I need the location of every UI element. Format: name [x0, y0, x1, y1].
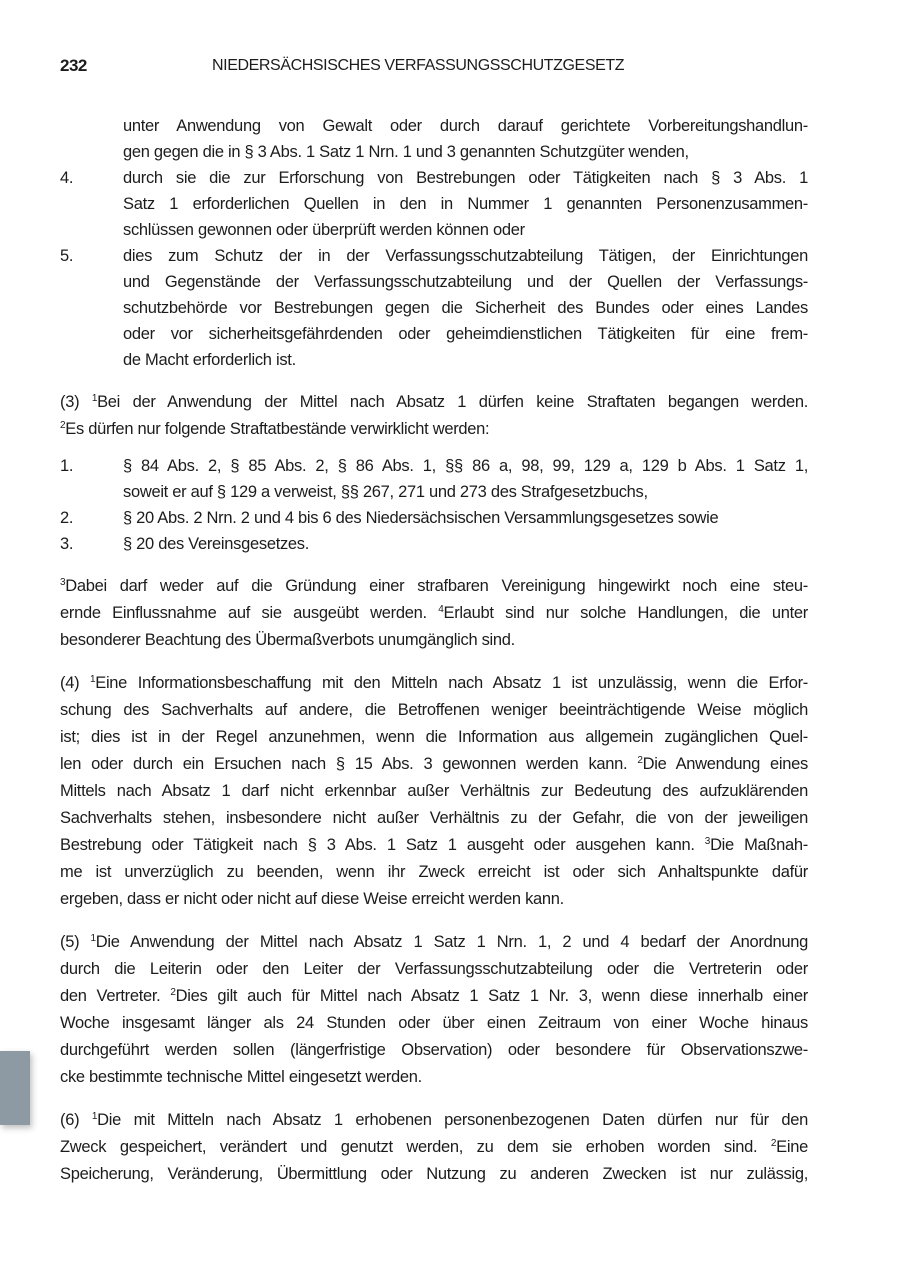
text-segment: Die Anwendung eines: [642, 755, 808, 773]
list-item: [60, 243, 808, 373]
page-number: 232: [60, 56, 87, 75]
running-title: NIEDERSÄCHSISCHES VERFASSUNGSSCHUTZGESETZ: [212, 57, 625, 74]
text-line: [123, 453, 808, 479]
text-segment: durchgeführt werden sollen (längerfristige Observation) oder besondere für Observationszwe-: [60, 1041, 808, 1059]
text-segment: Speicherung, Veränderung, Übermittlung oder Nutzung zu anderen Zwecken ist nur zulässig,: [60, 1165, 808, 1183]
text-segment: (4): [60, 674, 90, 692]
text-line: [60, 956, 808, 983]
text-line: [60, 416, 808, 443]
sentence-number: 3: [704, 836, 711, 847]
text-line: [123, 243, 808, 269]
text-line: [60, 1107, 808, 1134]
text-line: [123, 269, 808, 295]
sentence-number: 1: [91, 393, 98, 404]
text-segment: ernde Einflussnahme auf sie ausgeübt werden.: [60, 604, 439, 622]
text-line: [60, 1064, 808, 1091]
text-line: [123, 505, 808, 531]
text-segment: schutzbehörde vor Bestrebungen gegen die Sicherheit des Bundes oder eines Landes: [123, 299, 808, 317]
paragraph: [60, 1107, 808, 1188]
text-line: [60, 886, 808, 913]
chapter-thumb-tab: [0, 1051, 30, 1125]
text-line: [60, 600, 808, 627]
list-item: [60, 531, 808, 557]
text-line: [60, 751, 808, 778]
text-segment: Satz 1 erforderlichen Quellen in den in Nummer 1 genannten Personenzusammen-: [123, 195, 808, 213]
sentence-number: 2: [170, 987, 176, 998]
paragraph: [60, 389, 808, 443]
text-segment: gen gegen die in § 3 Abs. 1 Satz 1 Nrn. 1 und 3 genannten Schutzgüter wenden,: [123, 143, 689, 161]
list-item: [60, 165, 808, 243]
document-body: [60, 113, 808, 1188]
text-line: [123, 295, 808, 321]
text-segment: Dabei darf weder auf die Gründung einer strafbaren Vereinigung hingewirkt noch eine steu-: [65, 577, 808, 595]
text-line: [123, 191, 808, 217]
text-line: [123, 217, 808, 243]
text-segment: den Vertreter.: [60, 987, 171, 1005]
text-line: [123, 165, 808, 191]
text-segment: Eine Informationsbeschaffung mit den Mitteln nach Absatz 1 ist unzulässig, wenn die Erfor-: [95, 674, 808, 692]
text-line: [60, 1161, 808, 1188]
text-segment: Die Anwendung der Mittel nach Absatz 1 Satz 1 Nrn. 1, 2 und 4 bedarf der Anordnung: [95, 933, 808, 951]
text-line: [123, 479, 808, 505]
text-segment: Zweck gespeichert, verändert und genutzt werden, zu dem sie erhoben worden sind.: [60, 1138, 771, 1156]
list-number: 1.: [60, 457, 74, 475]
text-line: [60, 832, 808, 859]
text-segment: me ist unverzüglich zu beenden, wenn ihr Zweck erreicht ist oder sich Anhaltspunkte dafür: [60, 863, 808, 881]
text-segment: schung des Sachverhalts auf andere, die Betroffenen weniger beeinträchtigende Weise möglich: [60, 701, 808, 719]
text-segment: cke bestimmte technische Mittel eingesetzt werden.: [60, 1068, 422, 1086]
text-line: [60, 778, 808, 805]
text-segment: Woche insgesamt länger als 24 Stunden oder über einen Zeitraum von einer Woche hinaus: [60, 1014, 808, 1032]
list-number: 5.: [60, 247, 74, 265]
text-segment: und Gegenstände der Verfassungsschutzabteilung und der Quellen der Verfassungs-: [123, 273, 808, 291]
sentence-number: 1: [91, 1111, 98, 1122]
list-item: [60, 113, 808, 165]
list-number: 3.: [60, 535, 74, 553]
list-number: 2.: [60, 509, 74, 527]
text-segment: Dies gilt auch für Mittel nach Absatz 1 Satz 1 Nr. 3, wenn diese innerhalb einer: [175, 987, 808, 1005]
text-line: [60, 1010, 808, 1037]
list-number: 4.: [60, 169, 74, 187]
text-line: [123, 321, 808, 347]
text-line: [60, 724, 808, 751]
text-segment: durch die Leiterin oder den Leiter der Verfassungsschutzabteilung oder die Vertreterin oder: [60, 960, 808, 978]
sentence-number: 4: [438, 604, 444, 615]
sentence-number: 1: [90, 933, 96, 944]
text-segment: Mittels nach Absatz 1 darf nicht erkennbar außer Verhältnis zur Bedeutung des aufzuklärenden: [60, 782, 808, 800]
text-segment: ist; dies ist in der Regel anzunehmen, wenn die Information aus allgemein zugänglichen Quel-: [60, 728, 808, 746]
text-segment: Die mit Mitteln nach Absatz 1 erhobenen personenbezogenen Daten dürfen nur für den: [97, 1111, 808, 1129]
text-segment: dies zum Schutz der in der Verfassungsschutzabteilung Tätigen, der Einrichtungen: [123, 247, 808, 265]
text-line: [60, 697, 808, 724]
text-segment: (3): [60, 393, 92, 411]
text-segment: § 20 des Vereinsgesetzes.: [123, 535, 310, 553]
paragraph: [60, 929, 808, 1091]
sentence-number: 3: [60, 577, 66, 588]
text-line: [123, 113, 808, 139]
list-item: [60, 453, 808, 505]
text-segment: (6): [60, 1111, 92, 1129]
text-line: [123, 347, 808, 373]
text-segment: Es dürfen nur folgende Straftatbestände verwirklicht werden:: [65, 420, 490, 438]
text-segment: Bestrebung oder Tätigkeit nach § 3 Abs. 1 Satz 1 ausgeht oder ausgehen kann.: [60, 836, 705, 854]
text-line: [60, 805, 808, 832]
text-line: [123, 139, 808, 165]
sentence-number: 2: [637, 755, 643, 766]
text-line: [60, 929, 808, 956]
text-line: [123, 531, 808, 557]
text-segment: schlüssen gewonnen oder überprüft werden können oder: [123, 221, 525, 239]
sentence-number: 1: [89, 674, 96, 685]
text-segment: (5): [60, 933, 91, 951]
text-segment: Eine: [776, 1138, 808, 1156]
text-segment: unter Anwendung von Gewalt oder durch darauf gerichtete Vorbereitungshandlun-: [123, 117, 808, 135]
text-line: [60, 627, 808, 654]
text-segment: len oder durch ein Ersuchen nach § 15 Abs. 3 gewonnen werden kann.: [60, 755, 638, 773]
text-segment: besonderer Beachtung des Übermaßverbots unumgänglich sind.: [60, 631, 515, 649]
text-segment: § 20 Abs. 2 Nrn. 2 und 4 bis 6 des Niedersächsischen Versammlungsgesetzes sowie: [123, 509, 719, 527]
text-line: [60, 670, 808, 697]
text-segment: Die Maßnah-: [710, 836, 808, 854]
text-segment: Erlaubt sind nur solche Handlungen, die unter: [443, 604, 808, 622]
text-line: [60, 389, 808, 416]
text-segment: de Macht erforderlich ist.: [123, 351, 296, 369]
text-segment: durch sie die zur Erforschung von Bestrebungen oder Tätigkeiten nach § 3 Abs. 1: [123, 169, 808, 187]
text-line: [60, 983, 808, 1010]
text-line: [60, 573, 808, 600]
text-segment: oder vor sicherheitsgefährdenden oder geheimdienstlichen Tätigkeiten für eine frem-: [123, 325, 808, 343]
text-line: [60, 859, 808, 886]
paragraph: [60, 670, 808, 913]
list-item: [60, 505, 808, 531]
sentence-number: 2: [770, 1138, 777, 1149]
text-segment: ergeben, dass er nicht oder nicht auf diese Weise erreicht werden kann.: [60, 890, 564, 908]
paragraph: [60, 573, 808, 654]
text-line: [60, 1037, 808, 1064]
text-segment: soweit er auf § 129 a verweist, §§ 267, 271 und 273 des Strafgesetzbuchs,: [123, 483, 648, 501]
sentence-number: 2: [60, 420, 66, 431]
text-line: [60, 1134, 808, 1161]
text-segment: § 84 Abs. 2, § 85 Abs. 2, § 86 Abs. 1, §§ 86 a, 98, 99, 129 a, 129 b Abs. 1 Satz 1,: [123, 457, 808, 475]
text-segment: Bei der Anwendung der Mittel nach Absatz 1 dürfen keine Straftaten begangen werden.: [97, 393, 808, 411]
text-segment: Sachverhalts stehen, insbesondere nicht außer Verhältnis zu der Gefahr, die von der jeweiligen: [60, 809, 808, 827]
